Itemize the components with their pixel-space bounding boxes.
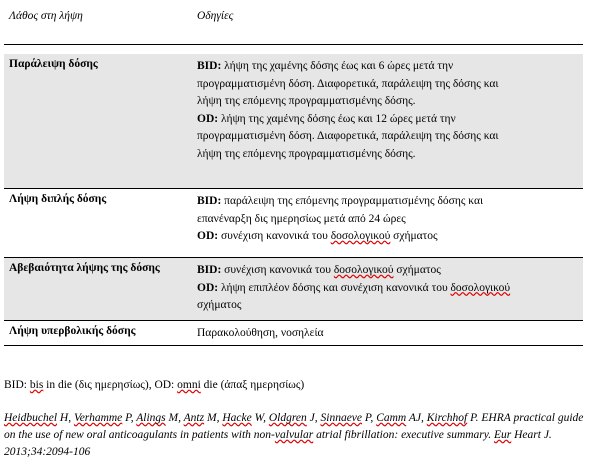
- instruction-text: Παρακολούθηση, νοσηλεία: [197, 327, 324, 339]
- instruction-od: OD: λήψη επιπλέον δόσης και συνέχιση κανονικά του δοσολογικού σχήματος: [197, 281, 511, 311]
- row-label: Λήψη υπερβολικής δόσης: [9, 325, 136, 337]
- author-name: Kirchhof: [426, 412, 468, 424]
- table-row: [4, 189, 583, 258]
- instruction-od: OD: λήψη της χαμένης δόσης έως και 12 ώρες μετά την προγραμματισμένη δόση. Διαφορετικά, παράλειψη της δόσης και λήψη της επόμενης προγραμματισμένης δόσης.: [197, 112, 499, 160]
- table-row: [4, 258, 583, 321]
- row-instructions: [197, 58, 517, 163]
- author-name: Sinnaeve: [320, 412, 363, 424]
- author-name: Alings: [136, 412, 166, 424]
- author-name: Hacke: [222, 412, 252, 424]
- reference-citation: Heidbuchel H, Verhamme P, Alings M, Antz M, Hacke W, Oldgren J, Sinnaeve P, Camm AJ, Kirchhof P. EHRA practical guide on the use of new oral anticoagulants in patients with non-valvular atrial fibrillation: executive summary. Eur Heart J. 2013;34:2094-106: [4, 412, 584, 458]
- row-label: Παράλειψη δόσης: [9, 58, 98, 70]
- table-header: [4, 0, 583, 45]
- header-error-column: Λάθος στη λήψη: [9, 10, 83, 22]
- author-name: Oldgren: [268, 412, 307, 424]
- author-name: Antz: [183, 412, 205, 424]
- author-name: Verhamme: [73, 412, 123, 424]
- instruction-bid: BID: παράλειψη της επόμενης προγραμματισμένης δόσης και επανέναρξη δις ημερησίως μετά από 24 ώρες: [197, 195, 484, 225]
- row-label: Λήψη διπλής δόσης: [9, 193, 107, 205]
- row-label: Αβεβαιότητα λήψης της δόσης: [9, 262, 160, 274]
- reference-authors: Heidbuchel H, Verhamme P, Alings M, Antz M, Hacke W, Oldgren J, Sinnaeve P, Camm AJ, Kirchhof P.: [4, 412, 479, 424]
- table-row: [4, 54, 583, 189]
- header-instructions-column: Οδηγίες: [197, 10, 234, 22]
- instruction-od: OD: συνέχιση κανονικά του δοσολογικού σχήματος: [197, 230, 438, 242]
- instruction-bid: BID: συνέχιση κανονικά του δοσολογικού σχήματος: [197, 264, 441, 276]
- table-row: [4, 321, 583, 346]
- abbreviations-note: BID: bis in die (δις ημερησίως), OD: omni die (άπαξ ημερησίως): [4, 379, 305, 391]
- author-name: Camm: [376, 412, 407, 424]
- row-instructions: [197, 193, 517, 246]
- dosing-error-table: [4, 0, 583, 346]
- row-instructions: [197, 325, 517, 343]
- author-name: Heidbuchel: [4, 412, 58, 424]
- instruction-bid: BID: λήψη της χαμένης δόσης έως και 6 ώρες μετά την προγραμματισμένη δόση. Διαφορετικά, παράλειψη της δόσης και λήψη της επόμενης προγραμματισμένης δόσης.: [197, 60, 499, 107]
- row-instructions: [197, 262, 517, 315]
